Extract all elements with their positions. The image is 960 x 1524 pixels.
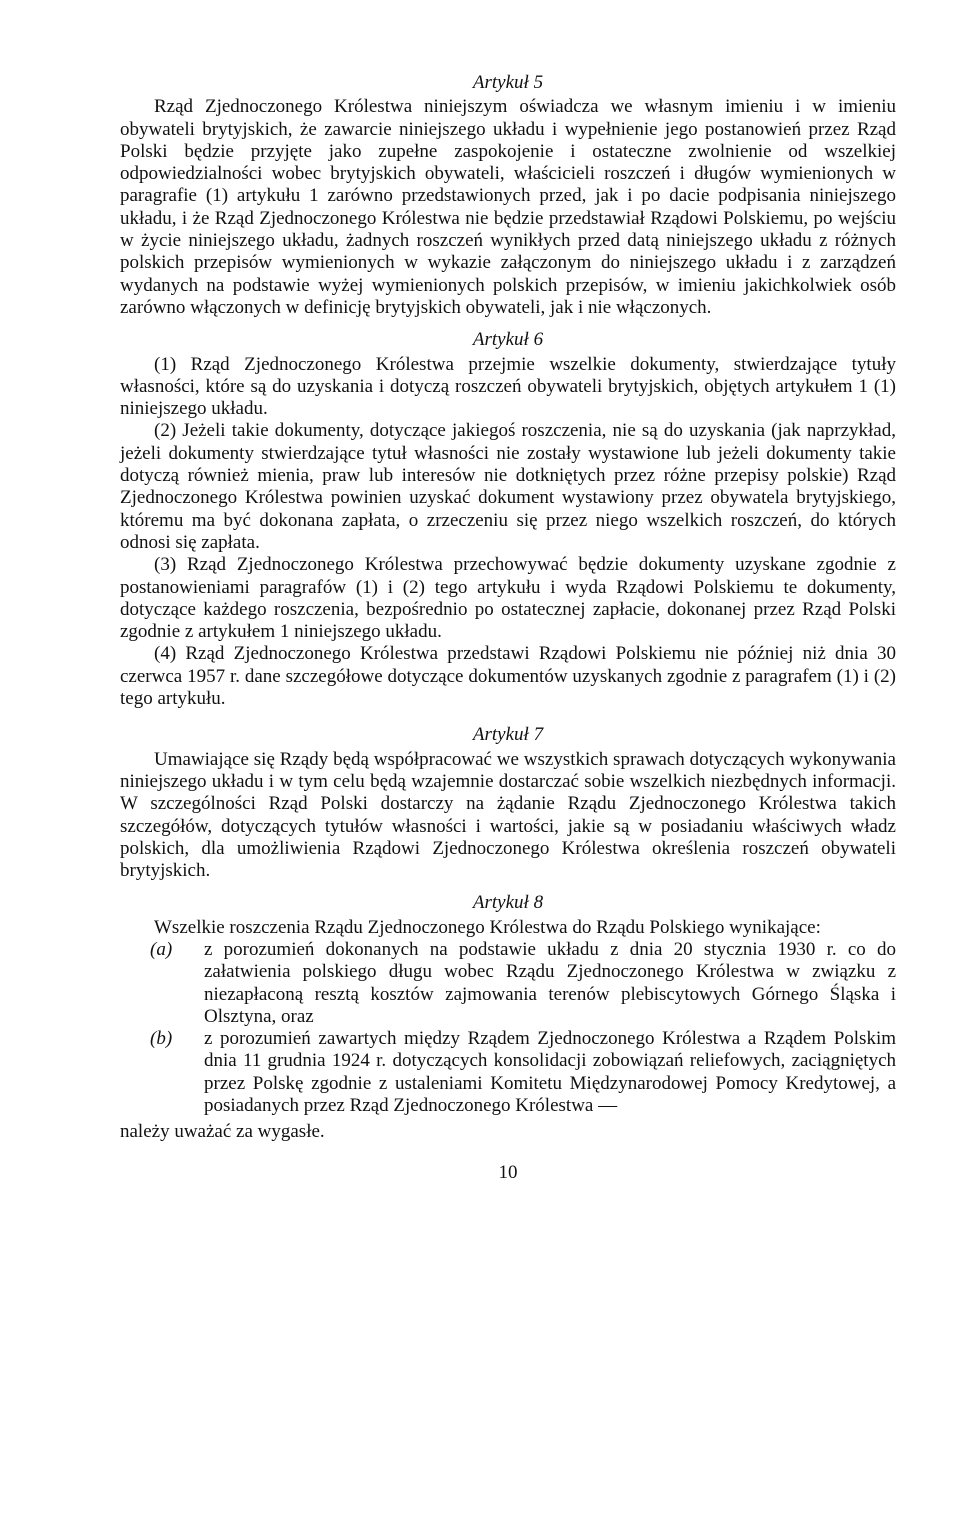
article-6-paragraph-4: (4) Rząd Zjednoczonego Królestwa przedstawi Rządowi Polskiemu nie później niż dnia 30 czerwca 1957 r. dane szczegółowe dotyczące dokumentów uzyskanych zgodnie z paragrafem (1) i (2) tego artykułu. xyxy=(120,643,896,710)
document-page xyxy=(120,70,896,1184)
item-a-text: z porozumień dokonanych na podstawie układu z dnia 20 stycznia 1930 r. co do załatwienia polskiego długu wobec Rządu Zjednoczonego Królestwa w związku z niezapłaconą resztą kosztów zajmowania terenów plebiscytowych Górnego Śląska i Olsztyna, oraz xyxy=(204,938,896,1027)
article-8-item-b xyxy=(150,1028,896,1117)
article-6-paragraph-3: (3) Rząd Zjednoczonego Królestwa przechowywać będzie dokumenty uzyskane zgodnie z postanowieniami paragrafów (1) i (2) tego artykułu i wyda Rządowi Polskiemu te dokumenty, dotyczące każdego roszczenia, bezpośrednio po ostatecznej zapłacie, dokonanej przez Rząd Polski zgodnie z artykułem 1 niniejszego układu. xyxy=(120,554,896,643)
item-a-marker: (a) xyxy=(150,938,173,960)
article-5-paragraph: Rząd Zjednoczonego Królestwa niniejszym oświadcza we własnym imieniu i w imieniu obywateli brytyjskich, że zawarcie niniejszego układu i wypełnienie jego postanowień przez Rząd Polski będzie przyjęte jako zupełne zaspokojenie i ostateczne zwolnienie od wszelkiej odpowiedzialności wobec brytyjskich obywateli, właścicieli roszczeń i długów wymienionych w paragrafie (1) artykułu 1 zarówno przedstawionych przed, jak i po dacie podpisania niniejszego układu, i że Rząd Zjednoczonego Królestwa nie będzie przedstawiał Rządowi Polskiemu, po wejściu w życie niniejszego układu, żadnych roszczeń wynikłych przed datą niniejszego układu z różnych polskich przepisów wymienionych w wykazie załączonym do niniejszego układu i z zarządzeń wydanych na podstawie wyżej wymienionych polskich przepisów, w imieniu jakichkolwiek osób zarówno włączonych w definicję brytyjskich obywateli, jak i nie włączonych. xyxy=(120,96,896,318)
article-8-heading: Artykuł 8 xyxy=(472,892,544,914)
article-6-paragraph-1: (1) Rząd Zjednoczonego Królestwa przejmie wszelkie dokumenty, stwierdzające tytuły własności, które są do uzyskania i dotyczą roszczeń obywateli brytyjskich, objętych artykułem 1 (1) niniejszego układu. xyxy=(120,353,896,420)
article-8-item-a xyxy=(150,939,896,1028)
article-6-paragraph-2: (2) Jeżeli takie dokumenty, dotyczące jakiegoś roszczenia, nie są do uzyskania (jak naprzykład, jeżeli dokumenty stwierdzające tytuł własności nie zostały wystawione lub jeżeli dokumenty takie dotyczą również mienia, praw lub interesów nie dotkniętych przez różne przepisy polskie) Rząd Zjednoczonego Królestwa powinien uzyskać dokument wystawiony przez obywatela brytyjskiego, któremu ma być dokonana zapłata, o zrzeczeniu się przez niego wszelkich roszczeń, do których odnosi się zapłata. xyxy=(120,420,896,553)
article-8-intro: Wszelkie roszczenia Rządu Zjednoczonego Królestwa do Rządu Polskiego wynikające: xyxy=(154,916,821,938)
page-number: 10 xyxy=(498,1161,518,1183)
article-8-closing: należy uważać za wygasłe. xyxy=(120,1121,325,1143)
article-7-heading: Artykuł 7 xyxy=(472,724,544,746)
article-7-paragraph: Umawiające się Rządy będą współpracować we wszystkich sprawach dotyczących wykonywania niniejszego układu i w tym celu będą wzajemnie dostarczać sobie wszelkich niezbędnych informacji. W szczególności Rząd Polski dostarczy na żądanie Rządu Zjednoczonego Królestwa takich szczegółów, dotyczących tytułów własności i wartości, jakie są w posiadaniu właściwych władz polskich, dla umożliwienia Rządowi Zjednoczonego Królestwa określenia roszczeń obywateli brytyjskich. xyxy=(120,748,896,882)
article-6-heading: Artykuł 6 xyxy=(472,329,544,351)
item-b-text: z porozumień zawartych między Rządem Zjednoczonego Królestwa a Rządem Polskim dnia 11 grudnia 1924 r. dotyczących konsolidacji zobowiązań reliefowych, zaciągniętych przez Polskę zgodnie z ustaleniami Komitetu Międzynarodowej Pomocy Kredytowej, a posiadanych przez Rząd Zjednoczonego Królestwa — xyxy=(204,1028,896,1117)
article-5-heading: Artykuł 5 xyxy=(472,72,544,93)
item-b-marker: (b) xyxy=(150,1028,173,1050)
